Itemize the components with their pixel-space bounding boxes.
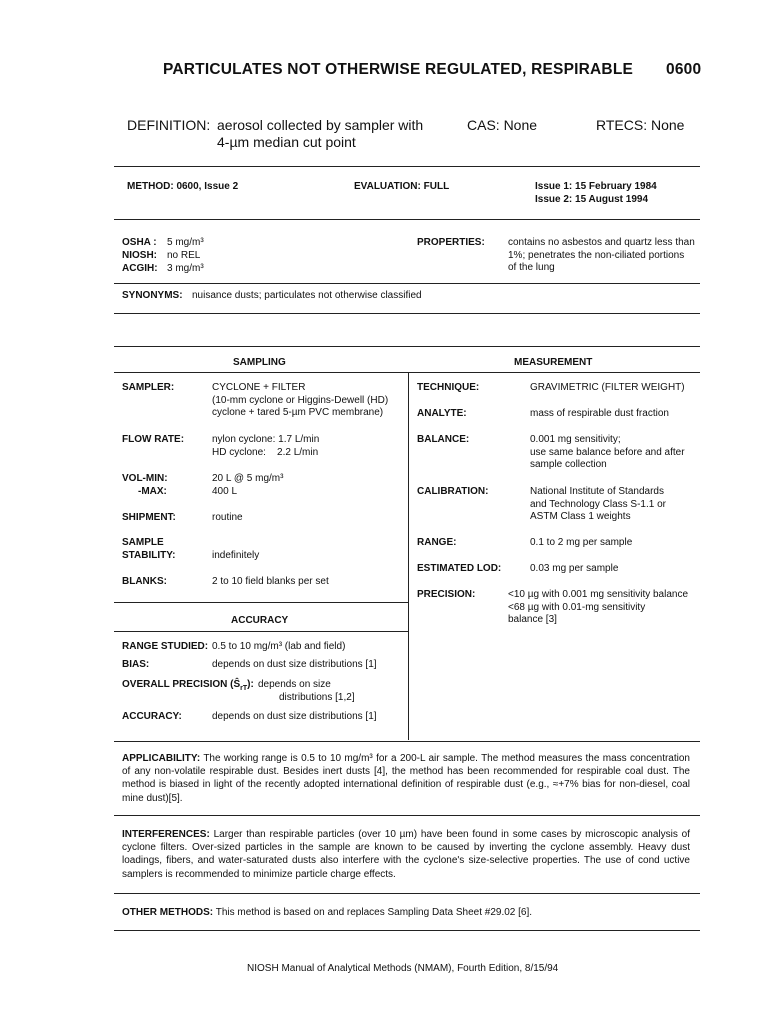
interferences-section — [122, 828, 690, 881]
shipment-label: SHIPMENT: — [122, 512, 176, 523]
niosh-label: NIOSH: — [122, 250, 157, 261]
evaluation: EVALUATION: FULL — [354, 181, 450, 192]
accuracy-value: depends on dust size distributions [1] — [212, 711, 377, 722]
interferences-label: INTERFERENCES: — [122, 829, 210, 840]
method-number: 0600 — [666, 61, 702, 78]
column-divider — [408, 372, 409, 740]
applicability-text: The working range is 0.5 to 10 mg/m³ for a 200-L air sample. The method measures the mass concentration of any non-volatile respirable dust. Besides inert dusts [4], the method has been recommended for respirable coal dust. The method is biased in light of the recently adopted international definition of respirable dust (e.g., ≈+7% bias for non-diesel, coal mine dust)[5]. — [122, 753, 690, 804]
properties-value: contains no asbestos and quartz less than 1%; penetrates the non-ciliated portions of the lung — [508, 237, 695, 273]
range-studied-label: RANGE STUDIED: — [122, 641, 209, 652]
precision-value: <10 µg with 0.001 mg sensitivity balance <68 µg with 0.01-mg sensitivity balance [3] — [508, 589, 689, 625]
range-studied-value: 0.5 to 10 mg/m³ (lab and field) — [212, 641, 346, 652]
applicability-label: APPLICABILITY: — [122, 753, 201, 764]
lod-value: 0.03 mg per sample — [530, 563, 619, 574]
bias-value: depends on dust size distributions [1] — [212, 659, 377, 670]
overall-precision-value-1: depends on size — [258, 679, 331, 690]
method-id: METHOD: 0600, Issue 2 — [127, 181, 239, 192]
sampler-label: SAMPLER: — [122, 382, 175, 393]
other-methods-section — [122, 907, 532, 918]
blanks-value: 2 to 10 field blanks per set — [212, 576, 329, 587]
other-methods-text: This method is based on and replaces Sampling Data Sheet #29.02 [6]. — [215, 907, 533, 918]
acgih-label: ACGIH: — [122, 263, 158, 274]
cas-number: CAS: None — [467, 117, 538, 133]
vol-min-value: 20 L @ 5 mg/m³ — [212, 473, 284, 484]
divider — [114, 166, 700, 167]
synonyms-value: nuisance dusts; particulates not otherwise classified — [192, 290, 422, 301]
range-value: 0.1 to 2 mg per sample — [530, 537, 633, 548]
range-label: RANGE: — [417, 537, 457, 548]
divider — [114, 631, 408, 632]
definition-text-2: 4-µm median cut point — [217, 134, 356, 150]
issue-2: Issue 2: 15 August 1994 — [535, 194, 649, 205]
interferences-text: Larger than respirable particles (over 10 µm) have been found in some cases by microscopic analysis of cyclone filters. Over-sized particles in the sample are known to be caused by inverting the cyclone assembly. Heavy dust loadings, fibers, and water-saturated dusts also interfere with the cyclone's size-selective properties. The use of cond uctive samplers is recommended to minimize particle charge effects. — [122, 829, 690, 880]
other-methods-label: OTHER METHODS: — [122, 907, 214, 918]
analyte-label: ANALYTE: — [417, 408, 467, 419]
bias-label: BIAS: — [122, 659, 150, 670]
page-footer: NIOSH Manual of Analytical Methods (NMAM), Fourth Edition, 8/15/94 — [247, 963, 559, 974]
applicability-section — [122, 752, 690, 805]
overall-precision-value-2: distributions [1,2] — [279, 692, 355, 703]
balance-label: BALANCE: — [417, 434, 470, 445]
divider — [114, 893, 700, 894]
stability-label-1: SAMPLE — [122, 537, 164, 548]
accuracy-heading: ACCURACY — [231, 615, 289, 626]
divider — [114, 219, 700, 220]
acgih-value: 3 mg/m³ — [167, 263, 204, 274]
vol-min-label: VOL-MIN: — [122, 473, 168, 484]
analyte-value: mass of respirable dust fraction — [530, 408, 669, 419]
blanks-label: BLANKS: — [122, 576, 167, 587]
flow-rate-value: nylon cyclone: 1.7 L/min HD cyclone: 2.2 L/min — [212, 434, 320, 458]
rtecs-number: RTECS: None — [596, 117, 685, 133]
issue-1: Issue 1: 15 February 1984 — [535, 181, 657, 192]
lod-label: ESTIMATED LOD: — [417, 563, 502, 574]
osha-value: 5 mg/m³ — [167, 237, 204, 248]
sampler-value: CYCLONE + FILTER (10-mm cyclone or Higgins-Dewell (HD) cyclone + tared 5-µm PVC membrane) — [212, 382, 389, 418]
divider — [114, 602, 408, 603]
accuracy-label: ACCURACY: — [122, 711, 182, 722]
balance-value: 0.001 mg sensitivity; use same balance before and after sample collection — [530, 434, 685, 470]
calibration-value: National Institute of Standards and Technology Class S-1.1 or ASTM Class 1 weights — [530, 486, 667, 522]
synonyms-label: SYNONYMS: — [122, 290, 183, 301]
definition-text-1: aerosol collected by sampler with — [217, 117, 424, 133]
divider — [114, 815, 700, 816]
niosh-value: no REL — [167, 250, 201, 261]
overall-precision-label: OVERALL PRECISION $(Ŝ_{rT})$: — [122, 679, 254, 692]
divider — [114, 372, 700, 373]
precision-label: PRECISION: — [417, 589, 476, 600]
page-title: PARTICULATES NOT OTHERWISE REGULATED, RESPIRABLE — [163, 61, 634, 78]
technique-value: GRAVIMETRIC (FILTER WEIGHT) — [530, 382, 685, 393]
flow-rate-label: FLOW RATE: — [122, 434, 185, 445]
divider — [114, 346, 700, 347]
properties-label: PROPERTIES: — [417, 237, 485, 248]
divider — [114, 313, 700, 314]
divider — [114, 930, 700, 931]
vol-max-label: -MAX: — [138, 486, 167, 497]
technique-label: TECHNIQUE: — [417, 382, 480, 393]
divider — [114, 741, 700, 742]
sampling-heading: SAMPLING — [233, 357, 286, 368]
stability-value: indefinitely — [212, 550, 260, 561]
divider — [114, 283, 700, 284]
definition-label: DEFINITION: — [127, 117, 211, 133]
calibration-label: CALIBRATION: — [417, 486, 489, 497]
vol-max-value: 400 L — [212, 486, 238, 497]
osha-label: OSHA : — [122, 237, 157, 248]
measurement-heading: MEASUREMENT — [514, 357, 593, 368]
stability-label-2: STABILITY: — [122, 550, 176, 561]
shipment-value: routine — [212, 512, 243, 523]
precision-subscript: rT — [240, 685, 248, 692]
